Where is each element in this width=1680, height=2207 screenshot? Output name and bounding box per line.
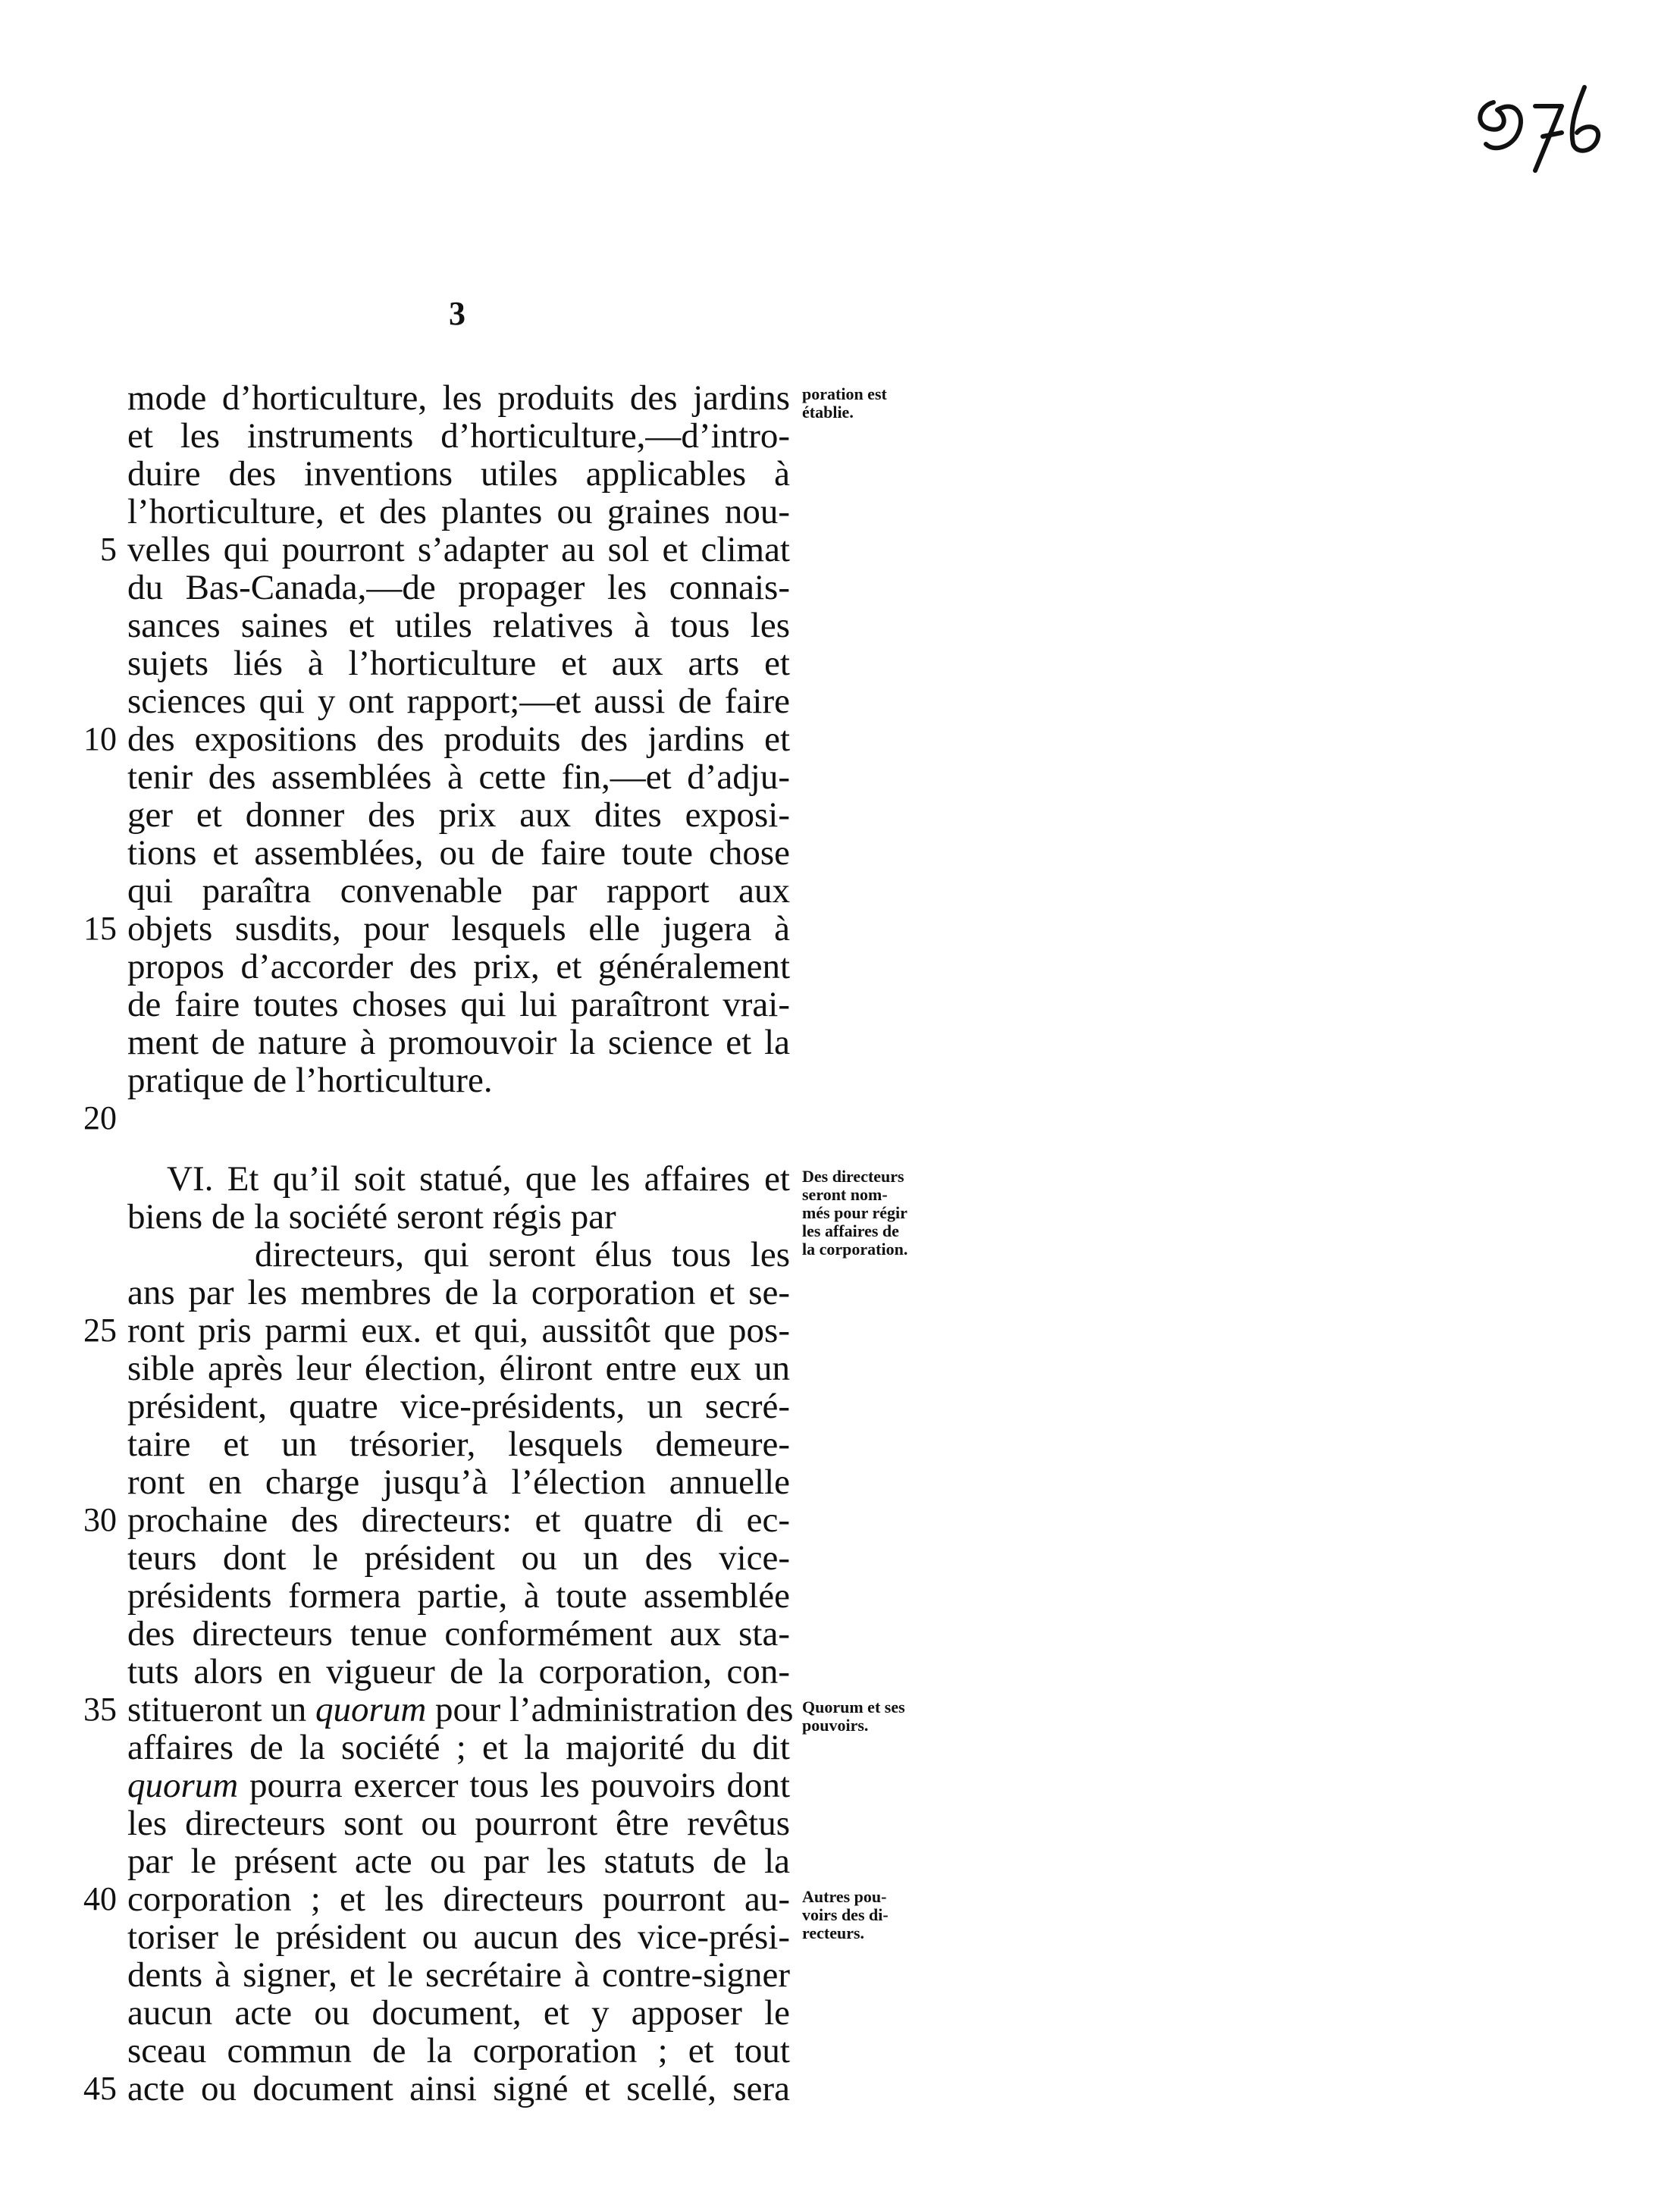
- margin-note-line: voirs des di-: [802, 1905, 889, 1924]
- italic-term: quorum: [315, 1690, 427, 1729]
- text-line: toriser le président ou aucun des vice-prési-: [127, 1917, 790, 1957]
- handwritten-folio-mark: [1463, 72, 1615, 178]
- text-line: sceau commun de la corporation ; et tout: [127, 2031, 790, 2071]
- text-line: ront en charge jusqu’à l’élection annuelle: [127, 1462, 790, 1502]
- margin-note-line: poration est: [802, 384, 887, 403]
- text-line: tuts alors en vigueur de la corporation, con-: [127, 1652, 790, 1691]
- text-line: tenir des assemblées à cette fin,—et d’adju-: [127, 757, 790, 797]
- text-line: duire des inventions utiles applicables à: [127, 454, 790, 494]
- margin-note-line: établie.: [802, 403, 854, 422]
- section-heading-line: VI. Et qu’il soit statué, que les affaires et: [167, 1159, 790, 1199]
- text-line: prochaine des directeurs: et quatre di ec-: [127, 1500, 790, 1540]
- text-line: ger et donner des prix aux dites exposi-: [127, 795, 790, 835]
- text-fragment: pourra exercer tous les pouvoirs dont: [249, 1766, 791, 1805]
- text-line: [127, 1690, 794, 1729]
- text-line: teurs dont le président ou un des vice-: [127, 1538, 790, 1578]
- line-number: 5: [100, 531, 117, 568]
- text-line: objets susdits, pour lesquels elle jugera à: [127, 909, 790, 948]
- margin-note-line: la corporation.: [802, 1240, 908, 1259]
- text-line: présidents formera partie, à toute assemblée: [127, 1576, 790, 1616]
- text-line: affaires de la société ; et la majorité du dit: [127, 1728, 790, 1767]
- margin-note: [802, 1168, 954, 1259]
- text-line: les directeurs sont ou pourront être revêtus: [127, 1804, 790, 1843]
- line-number: 25: [83, 1312, 117, 1349]
- text-line: sances saines et utiles relatives à tous les: [127, 606, 790, 645]
- text-line: tions et assemblées, ou de faire toute chose: [127, 833, 790, 873]
- text-line: l’horticulture, et des plantes ou graines nou-: [127, 492, 790, 531]
- text-line: sciences qui y ont rapport;—et aussi de faire: [127, 682, 790, 721]
- text-line: velles qui pourront s’adapter au sol et climat: [127, 530, 790, 569]
- margin-note: [802, 1888, 954, 1942]
- line-number: 45: [83, 2070, 117, 2107]
- margin-note-line: Autres pou-: [802, 1887, 887, 1906]
- line-number: 30: [83, 1501, 117, 1538]
- margin-note-line: Quorum et ses: [802, 1698, 905, 1716]
- text-line: aucun acte ou document, et y apposer le: [127, 1993, 790, 2033]
- text-line: taire et un trésorier, lesquels demeure-: [127, 1425, 790, 1464]
- text-line: du Bas-Canada,—de propager les connais-: [127, 568, 790, 607]
- text-line: dents à signer, et le secrétaire à contre-signer: [127, 1955, 790, 1995]
- line-number: 40: [83, 1880, 117, 1917]
- margin-note: [802, 385, 954, 422]
- margin-note-line: seront nom-: [802, 1185, 888, 1204]
- line-number: 35: [83, 1691, 117, 1728]
- text-line: sible après leur élection, éliront entre eux un: [127, 1349, 790, 1388]
- margin-note-line: pouvoirs.: [802, 1716, 869, 1735]
- text-line: mode d’horticulture, les produits des jardins: [127, 378, 790, 418]
- text-line: pratique de l’horticulture.: [127, 1061, 493, 1100]
- text-line: sujets liés à l’horticulture et aux arts et: [127, 644, 790, 683]
- text-line: président, quatre vice-présidents, un secré-: [127, 1387, 790, 1426]
- margin-note-line: Des directeurs: [802, 1167, 904, 1186]
- text-line: par le présent acte ou par les statuts de la: [127, 1842, 790, 1881]
- line-number: 10: [83, 720, 117, 757]
- text-line: propos d’accorder des prix, et généralement: [127, 947, 790, 986]
- margin-note-line: més pour régir: [802, 1203, 907, 1222]
- text-line: ans par les membres de la corporation et se-: [127, 1273, 790, 1312]
- margin-note: [802, 1698, 954, 1735]
- text-line: qui paraîtra convenable par rapport aux: [127, 871, 790, 911]
- text-line: [127, 1767, 790, 1804]
- text-line: acte ou document ainsi signé et scellé, sera: [127, 2069, 790, 2108]
- text-fragment: pour l’administration des: [435, 1690, 794, 1729]
- text-line: corporation ; et les directeurs pourront au-: [127, 1879, 790, 1919]
- line-number: 15: [83, 910, 117, 947]
- text-line: ment de nature à promouvoir la science et la: [127, 1023, 790, 1062]
- text-line: des directeurs tenue conformément aux sta-: [127, 1614, 790, 1654]
- text-line: des expositions des produits des jardins et: [127, 719, 790, 759]
- line-number: 20: [83, 1099, 117, 1136]
- margin-note-line: les affaires de: [802, 1221, 899, 1240]
- text-line: directeurs, qui seront élus tous les: [255, 1235, 790, 1274]
- text-line: de faire toutes choses qui lui paraîtront vrai-: [127, 985, 790, 1024]
- italic-term: quorum: [127, 1766, 239, 1805]
- margin-note-line: recteurs.: [802, 1923, 865, 1942]
- text-line: ront pris parmi eux. et qui, aussitôt que pos-: [127, 1311, 790, 1350]
- page-number: 3: [449, 295, 465, 332]
- text-line: biens de la société seront régis par: [127, 1197, 616, 1237]
- text-fragment: stitueront un: [127, 1690, 307, 1729]
- text-line: et les instruments d’horticulture,—d’intro-: [127, 416, 790, 456]
